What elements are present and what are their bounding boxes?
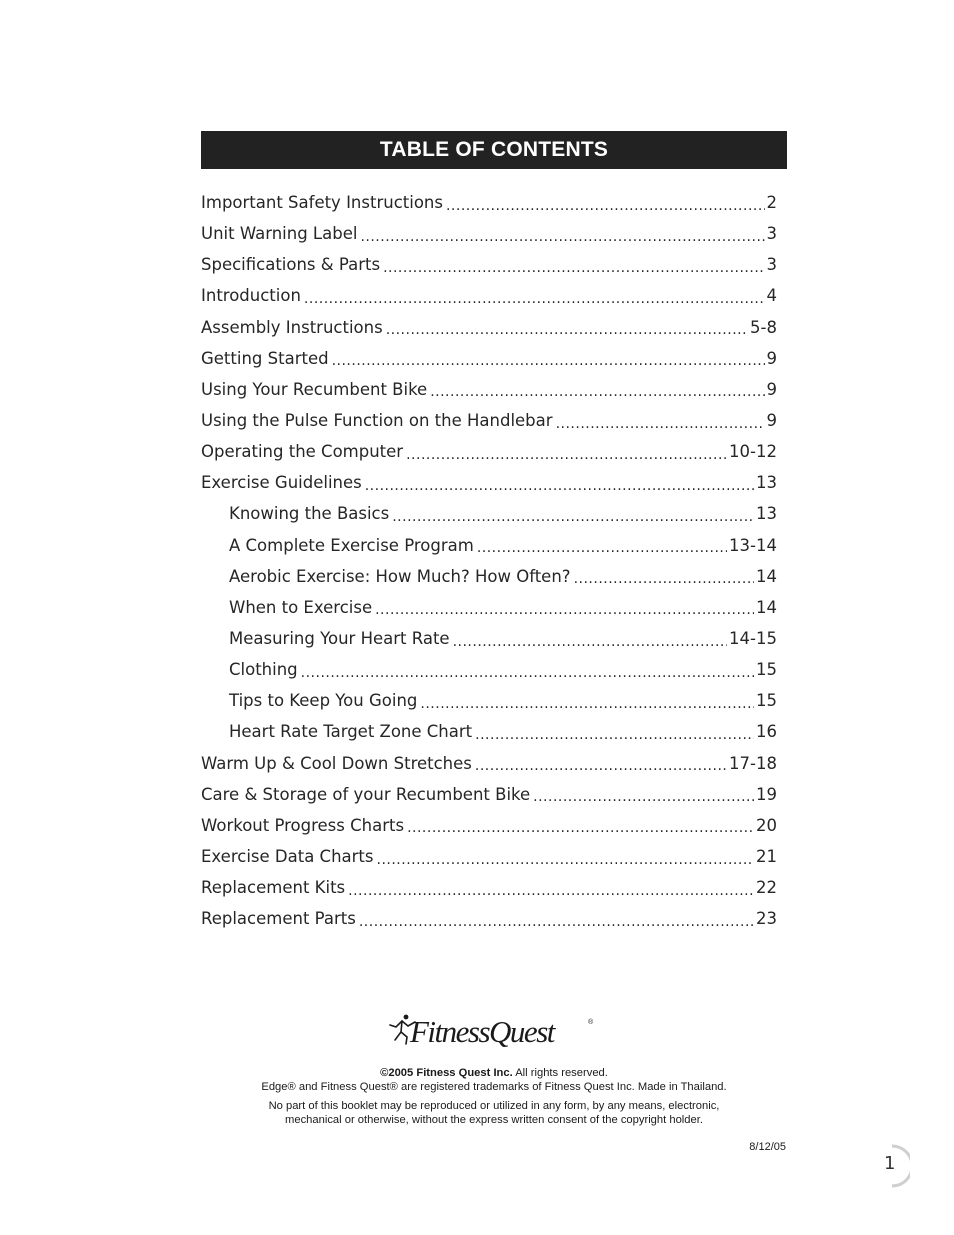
toc-leader-dots — [420, 691, 754, 711]
toc-leader-dots — [332, 348, 765, 368]
toc-leader-dots — [556, 411, 765, 431]
page-number: 1 — [884, 1153, 896, 1174]
toc-entry-page: 5-8 — [750, 317, 777, 337]
toc-entry — [201, 841, 777, 872]
toc-entry-page: 13 — [756, 473, 777, 493]
toc-entry — [201, 685, 777, 716]
toc-entry-title: Important Safety Instructions — [201, 193, 443, 213]
trademark-line: Edge® and Fitness Quest® are registered trademarks of Fitness Quest Inc. Made in Thailand. — [261, 1081, 727, 1093]
toc-entry-title: Care & Storage of your Recumbent Bike — [201, 784, 531, 804]
toc-entry-page: 13-14 — [729, 535, 777, 555]
toc-leader-dots — [304, 286, 765, 306]
toc-entry-title: Heart Rate Target Zone Chart — [229, 722, 473, 742]
toc-entry-page: 4 — [766, 286, 777, 306]
toc-entry — [201, 218, 777, 249]
toc-entry — [201, 654, 777, 685]
copyright-bold: ©2005 Fitness Quest Inc. — [380, 1067, 513, 1079]
toc-entry-page: 20 — [756, 815, 777, 835]
toc-entry-title: Knowing the Basics — [229, 504, 390, 524]
toc-leader-dots — [348, 878, 754, 898]
toc-list — [201, 187, 777, 934]
toc-entry-title: Specifications & Parts — [201, 255, 381, 275]
toc-leader-dots — [375, 597, 754, 617]
toc-entry-title: Replacement Parts — [201, 909, 356, 929]
toc-entry-page: 9 — [766, 411, 777, 431]
toc-entry — [201, 872, 777, 903]
toc-entry-title: Warm Up & Cool Down Stretches — [201, 753, 472, 773]
toc-leader-dots — [430, 379, 764, 399]
toc-leader-dots — [359, 909, 754, 929]
toc-leader-dots — [533, 784, 754, 804]
toc-entry — [201, 903, 777, 934]
toc-entry-page: 22 — [756, 878, 777, 898]
toc-leader-dots — [475, 722, 754, 742]
toc-entry-page: 3 — [766, 255, 777, 275]
toc-leader-dots — [574, 566, 754, 586]
toc-entry-page: 13 — [756, 504, 777, 524]
fitness-quest-logo — [388, 1010, 598, 1054]
toc-entry-page: 16 — [756, 722, 777, 742]
notice-line-1: No part of this booklet may be reproduced or utilized in any form, by any means, electronic, — [268, 1100, 720, 1112]
toc-entry-title: Using Your Recumbent Bike — [201, 379, 428, 399]
toc-entry-page: 14 — [756, 566, 777, 586]
toc-leader-dots — [383, 255, 764, 275]
toc-entry-page: 10-12 — [729, 442, 777, 462]
toc-entry-page: 19 — [756, 784, 777, 804]
toc-entry-title: When to Exercise — [229, 597, 373, 617]
toc-entry-title: Exercise Data Charts — [201, 847, 374, 867]
toc-entry-page: 15 — [756, 691, 777, 711]
toc-leader-dots — [386, 317, 748, 337]
toc-entry-title: Measuring Your Heart Rate — [229, 629, 450, 649]
toc-entry-page: 2 — [766, 193, 777, 213]
toc-leader-dots — [407, 815, 754, 835]
toc-leader-dots — [477, 535, 727, 555]
toc-entry-page: 21 — [756, 847, 777, 867]
logo-wordmark: FitnessQuest — [410, 1014, 554, 1049]
toc-entry-title: Assembly Instructions — [201, 317, 383, 337]
toc-entry-page: 23 — [756, 909, 777, 929]
toc-entry — [201, 623, 777, 654]
toc-leader-dots — [365, 473, 754, 493]
toc-entry — [201, 716, 777, 747]
toc-entry — [201, 779, 777, 810]
toc-entry-title: Aerobic Exercise: How Much? How Often? — [229, 566, 571, 586]
toc-entry — [201, 436, 777, 467]
toc-entry-page: 17-18 — [729, 753, 777, 773]
toc-entry — [201, 561, 777, 592]
toc-entry — [201, 249, 777, 280]
toc-entry — [201, 530, 777, 561]
toc-entry-title: Tips to Keep You Going — [229, 691, 418, 711]
toc-entry — [201, 748, 777, 779]
toc-leader-dots — [392, 504, 754, 524]
copyright-line — [200, 1066, 788, 1080]
toc-entry — [201, 312, 777, 343]
toc-entry — [201, 343, 777, 374]
toc-heading — [201, 131, 787, 169]
toc-entry — [201, 810, 777, 841]
toc-entry-title: Workout Progress Charts — [201, 815, 405, 835]
toc-entry — [201, 467, 777, 498]
registered-mark: ® — [588, 1019, 594, 1026]
toc-leader-dots — [377, 847, 755, 867]
toc-leader-dots — [360, 224, 764, 244]
toc-entry — [201, 280, 777, 311]
toc-entry-page: 15 — [756, 660, 777, 680]
toc-heading-text: TABLE OF CONTENTS — [379, 138, 609, 161]
toc-entry-title: Using the Pulse Function on the Handlebar — [201, 411, 553, 431]
toc-leader-dots — [453, 629, 727, 649]
toc-entry — [201, 187, 777, 218]
toc-entry-page: 14-15 — [729, 629, 777, 649]
toc-entry — [201, 405, 777, 436]
toc-entry-title: Operating the Computer — [201, 442, 404, 462]
toc-entry-page: 3 — [766, 224, 777, 244]
toc-entry-title: Unit Warning Label — [201, 224, 358, 244]
toc-leader-dots — [446, 193, 765, 213]
toc-entry-title: Clothing — [229, 660, 298, 680]
toc-entry — [201, 374, 777, 405]
toc-leader-dots — [406, 442, 727, 462]
toc-entry-title: A Complete Exercise Program — [229, 535, 474, 555]
print-date: 8/12/05 — [749, 1141, 786, 1153]
notice-line-2: mechanical or otherwise, without the express written consent of the copyright holder. — [285, 1114, 703, 1126]
toc-entry-title: Getting Started — [201, 348, 329, 368]
toc-entry-page: 14 — [756, 597, 777, 617]
toc-entry — [201, 498, 777, 529]
toc-entry-title: Exercise Guidelines — [201, 473, 362, 493]
toc-entry — [201, 592, 777, 623]
toc-entry-title: Introduction — [201, 286, 301, 306]
toc-leader-dots — [475, 753, 727, 773]
toc-entry-page: 9 — [766, 379, 777, 399]
toc-entry-title: Replacement Kits — [201, 878, 346, 898]
copyright-rest: All rights reserved. — [512, 1067, 608, 1079]
toc-entry-page: 9 — [766, 348, 777, 368]
toc-leader-dots — [301, 660, 754, 680]
